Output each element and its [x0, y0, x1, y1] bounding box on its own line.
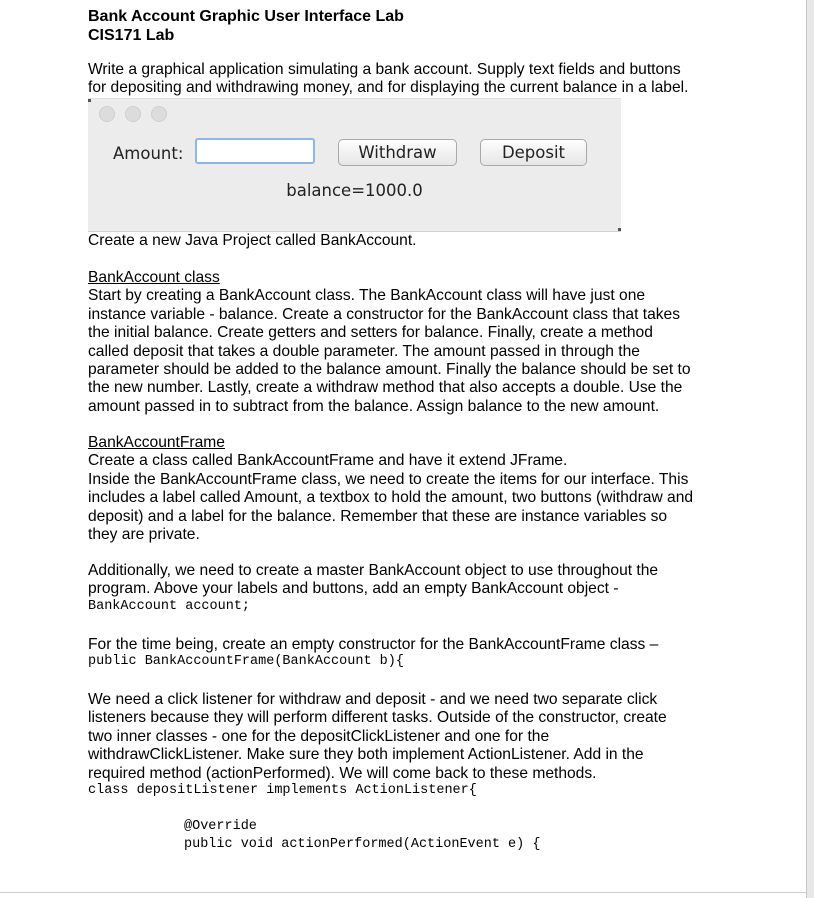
section-line: instance variable - balance. Create a constructor for the BankAccount class that takes — [88, 305, 681, 323]
window-titlebar — [88, 99, 621, 127]
paragraph-master-account — [88, 562, 658, 599]
page-bottom-edge — [0, 892, 806, 893]
close-window-icon[interactable] — [99, 106, 115, 122]
paragraph-line: We need a click listener for withdraw and deposit - and we need two separate click — [88, 691, 658, 708]
intro-line: Write a graphical application simulating a bank account. Supply text fields and buttons — [88, 61, 681, 78]
code-line: public BankAccountFrame(BankAccount b){ — [88, 654, 404, 669]
create-project-text: Create a new Java Project called BankAccount. — [88, 232, 417, 249]
section-line: Create a class called BankAccountFrame and have it extend JFrame. — [88, 452, 568, 470]
section-heading: BankAccount class — [88, 269, 220, 286]
section-line: parameter should be added to the balance amount. Finally the balance should be set to — [88, 361, 691, 379]
maximize-window-icon[interactable] — [151, 106, 167, 122]
section-line: Start by creating a BankAccount class. The BankAccount class will have just one — [88, 287, 646, 305]
section-line: the initial balance. Create getters and setters for balance. Finally, create a method — [88, 324, 653, 342]
window-corner-mark — [618, 228, 621, 231]
code-line: class depositListener implements ActionListener{ — [88, 783, 477, 798]
amount-label: Amount: — [113, 144, 184, 163]
section-line: includes a label called Amount, a textbox to hold the amount, two buttons (withdraw and — [88, 489, 694, 507]
deposit-button[interactable]: Deposit — [480, 139, 587, 166]
page-gutter — [806, 0, 814, 898]
paragraph-line: required method (actionPerformed). We will come back to these methods. — [88, 764, 597, 782]
section-line: they are private. — [88, 526, 200, 544]
document-title — [88, 7, 404, 45]
intro-paragraph — [88, 61, 688, 98]
section-line: deposit) and a label for the balance. Remember that these are instance variables so — [88, 507, 668, 525]
section-line: called deposit that takes a double parameter. The amount passed in through the — [88, 342, 640, 360]
title-line-1: Bank Account Graphic User Interface Lab — [88, 8, 404, 25]
paragraph-listeners — [88, 691, 667, 783]
code-line: BankAccount account; — [88, 599, 251, 614]
intro-line: for depositing and withdrawing money, and for displaying the current balance in a label. — [88, 79, 689, 97]
window-corner-mark — [88, 99, 91, 102]
section-heading: BankAccountFrame — [88, 434, 225, 451]
bank-app-window — [88, 98, 621, 232]
title-line-2: CIS171 Lab — [88, 27, 175, 44]
section-line: amount passed in to subtract from the balance. Assign balance to the new amount. — [88, 397, 660, 415]
minimize-window-icon[interactable] — [125, 106, 141, 122]
section-line: the new number. Lastly, create a withdraw method that also accepts a double. Use the — [88, 379, 683, 397]
paragraph-line: program. Above your labels and buttons, add an empty BankAccount object - — [88, 580, 619, 598]
paragraph-constructor: For the time being, create an empty constructor for the BankAccountFrame class – — [88, 636, 659, 653]
paragraph-line: Additionally, we need to create a master BankAccount object to use throughout the — [88, 562, 659, 579]
code-line: @Override — [184, 819, 257, 834]
paragraph-line: withdrawClickListener. Make sure they both implement ActionListener. Add in the — [88, 746, 644, 764]
code-line: public void actionPerformed(ActionEvent e) { — [184, 837, 541, 852]
amount-input[interactable] — [195, 138, 315, 164]
section-bankaccountframe — [88, 434, 693, 544]
balance-label: balance=1000.0 — [286, 181, 423, 200]
section-bankaccount-class — [88, 269, 691, 416]
paragraph-line: two inner classes - one for the depositClickListener and one for the — [88, 727, 550, 745]
section-line: Inside the BankAccountFrame class, we need to create the items for our interface. This — [88, 470, 689, 488]
withdraw-button[interactable]: Withdraw — [338, 139, 457, 166]
paragraph-line: listeners because they will perform different tasks. Outside of the constructor, create — [88, 709, 667, 727]
